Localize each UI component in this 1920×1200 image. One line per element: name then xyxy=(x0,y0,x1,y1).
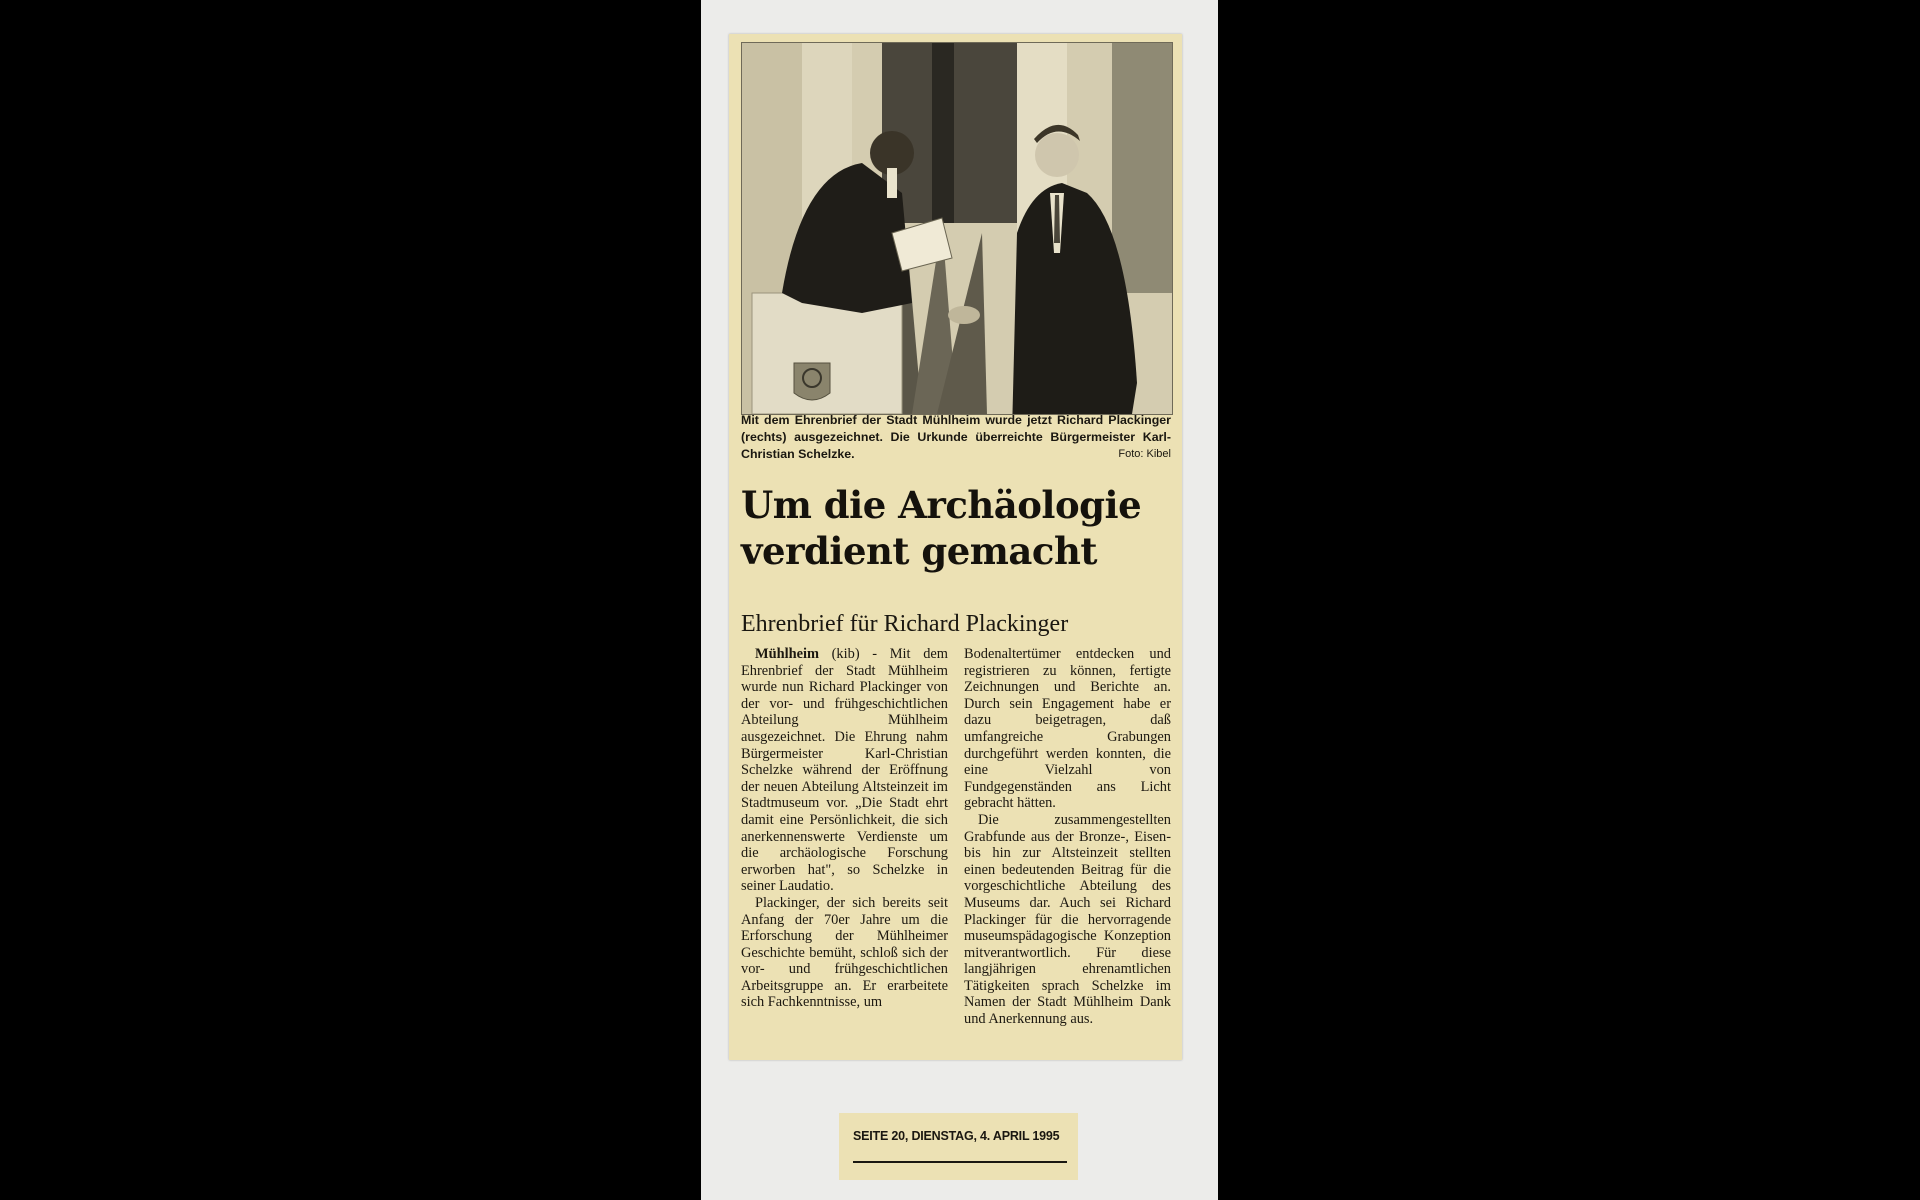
article-headline: Um die Archäologie verdient gemacht xyxy=(741,483,1142,573)
article-paragraph: Die zusammengestellten Grabfunde aus der Bronze-, Eisen- bis hin zur Altsteinzeit stellten einen bedeutenden Beitrag für die vorgeschichtliche Abteilung des Museums dar. Auch sei Richard Plackinger für die hervorragende museumspädagogische Konzeption mitverantwortlich. Für diese langjährigen ehrenamtlichen Tätigkeiten sprach Schelzke im Namen der Stadt Mühlheim Dank und Anerkennung aus. xyxy=(964,811,1171,1028)
article-paragraph: Bodenaltertümer entdecken und registrieren zu können, fertigte Zeichnungen und Berichte an. Durch sein Engagement habe er dazu beigetragen, daß umfangreiche Grabungen durchgeführt werden konnten, die eine Vielzahl von Fundgegenständen ans Licht gebracht hätten. xyxy=(964,646,1171,812)
article-subheadline: Ehrenbrief für Richard Plackinger xyxy=(741,611,1069,637)
dateline: Mühlheim xyxy=(755,646,819,662)
article-paragraph xyxy=(741,646,948,895)
article-column-left xyxy=(741,646,948,1028)
newspaper-clipping xyxy=(729,34,1182,1060)
page-date-slip xyxy=(839,1113,1078,1180)
page-date-text: SEITE 20, DIENSTAG, 4. APRIL 1995 xyxy=(853,1129,1060,1143)
article-body xyxy=(741,646,1171,1028)
paragraph-text: (kib) - Mit dem Ehrenbrief der Stadt Mühlheim wurde nun Richard Plackinger von der vor- und frühgeschichtlichen Abteilung Mühlheim ausgezeichnet. Die Ehrung nahm Bürgermeister Karl-Christian Schelzke während der Eröffnung der neuen Abteilung Altsteinzeit im Stadtmuseum vor. „Die Stadt ehrt damit eine Persönlichkeit, die sich anerkennenswerte Verdienste um die archäologische Forschung erworben hat", so Schelzke in seiner Laudatio. xyxy=(741,646,948,895)
article-paragraph: Plackinger, der sich bereits seit Anfang der 70er Jahre um die Erforschung der Mühlheimer Geschichte bemüht, schloß sich der vor- und frühgeschichtlichen Arbeitsgruppe an. Er erarbeitete sich Fachkenntnisse, um xyxy=(741,894,948,1011)
photo-credit: Foto: Kibel xyxy=(1118,448,1171,460)
photo-caption xyxy=(741,412,1171,463)
article-photo xyxy=(741,42,1173,415)
article-column-right xyxy=(964,646,1171,1028)
divider xyxy=(853,1161,1067,1163)
caption-text: Mit dem Ehrenbrief der Stadt Mühlheim wurde jetzt Richard Plackinger (rechts) ausgezeichnet. Die Urkunde überreichte Bürgermeister Karl-Christian Schelzke. xyxy=(741,413,1171,461)
